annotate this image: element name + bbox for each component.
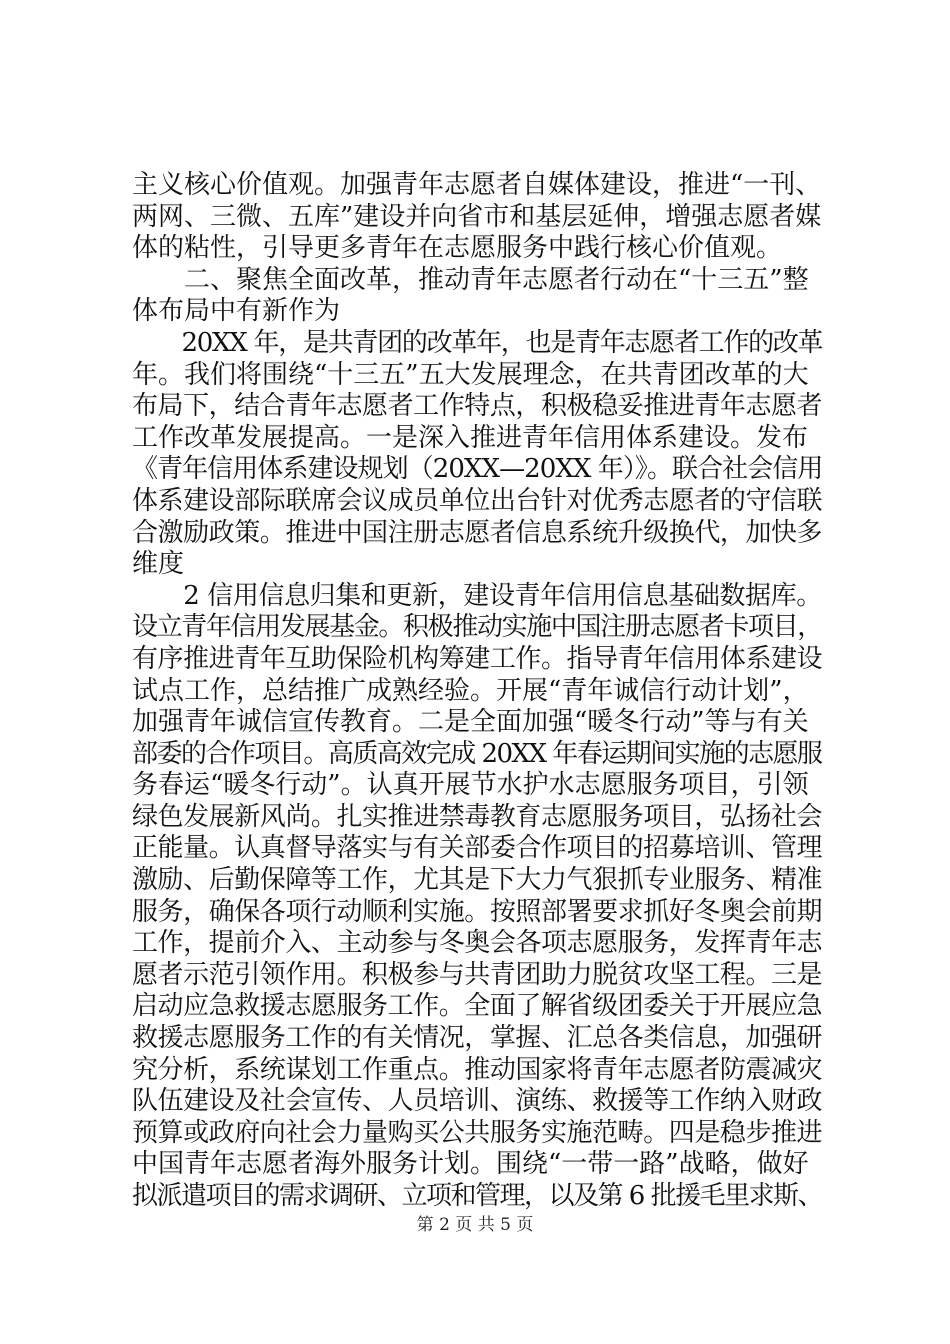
text-line: 服务，确保各项行动顺利实施。按照部署要求抓好冬奥会前期 [132, 896, 823, 927]
text-line: 2 信用信息归集和更新，建设青年信用信息基础数据库。 [132, 580, 822, 611]
text-line: 20XX 年，是共青团的改革年，也是青年志愿者工作的改革 [132, 327, 823, 358]
text-line: 中国青年志愿者海外服务计划。围绕“一带一路”战略，做好 [132, 1149, 809, 1180]
text-line: 设立青年信用发展基金。积极推动实施中国注册志愿者卡项目， [132, 612, 822, 643]
text-line: 布局下，结合青年志愿者工作特点，积极稳妥推进青年志愿者 [132, 391, 823, 422]
text-line: 二、聚焦全面改革，推动青年志愿者行动在“十三五”整 [132, 264, 809, 295]
text-line: 究分析，系统谋划工作重点。推动国家将青年志愿者防震减灾 [132, 1054, 823, 1085]
text-line: 体系建设部际联席会议成员单位出台针对优秀志愿者的守信联 [132, 485, 823, 516]
text-line: 试点工作，总结推广成熟经验。开展“青年诚信行动计划”， [132, 675, 809, 706]
text-line: 体布局中有新作为 [132, 296, 341, 327]
text-line: 加强青年诚信宣传教育。二是全面加强“暖冬行动”等与有关 [132, 707, 809, 738]
text-line: 维度 [132, 549, 185, 580]
body-text [132, 170, 822, 1213]
text-line: 工作改革发展提高。一是深入推进青年信用体系建设。发布 [132, 422, 809, 453]
text-line: 体的粘性，引导更多青年在志愿服务中践行核心价值观。 [132, 233, 783, 264]
text-line: 《青年信用体系建设规划（20XX—20XX 年）》。联合社会信用 [132, 454, 823, 485]
text-line: 救援志愿服务工作的有关情况，掌握、汇总各类信息，加强研 [132, 1023, 823, 1054]
text-line: 愿者示范引领作用。积极参与共青团助力脱贫攻坚工程。三是 [132, 959, 823, 990]
text-line: 绿色发展新风尚。扎实推进禁毒教育志愿服务项目，弘扬社会 [132, 801, 823, 832]
text-line: 队伍建设及社会宣传、人员培训、演练、救援等工作纳入财政 [132, 1086, 823, 1117]
text-line: 务春运“暖冬行动”。认真开展节水护水志愿服务项目，引领 [132, 770, 809, 801]
page-footer: 第 2 页 共 5 页 [416, 1215, 534, 1235]
text-line: 部委的合作项目。高质高效完成 20XX 年春运期间实施的志愿服 [132, 738, 822, 769]
text-line: 预算或政府向社会力量购买公共服务实施范畴。四是稳步推进 [132, 1117, 823, 1148]
text-line: 年。我们将围绕“十三五”五大发展理念，在共青团改革的大 [132, 359, 809, 390]
text-line: 主义核心价值观。加强青年志愿者自媒体建设，推进“一刊、 [132, 170, 822, 200]
text-line: 拟派遣项目的需求调研、立项和管理，以及第 6 批援毛里求斯、 [132, 1181, 823, 1211]
text-line: 启动应急救援志愿服务工作。全面了解省级团委关于开展应急 [132, 991, 823, 1022]
text-line: 两网、三微、五库”建设并向省市和基层延伸，增强志愿者媒 [132, 201, 822, 232]
text-line: 正能量。认真督导落实与有关部委合作项目的招募培训、管理 [132, 833, 823, 864]
text-line: 工作，提前介入、主动参与冬奥会各项志愿服务，发挥青年志 [132, 928, 823, 959]
text-line: 有序推进青年互助保险机构筹建工作。指导青年信用体系建设 [132, 643, 823, 674]
text-line: 合激励政策。推进中国注册志愿者信息系统升级换代，加快多 [132, 517, 823, 548]
text-line: 激励、后勤保障等工作，尤其是下大力气狠抓专业服务、精准 [132, 865, 823, 896]
